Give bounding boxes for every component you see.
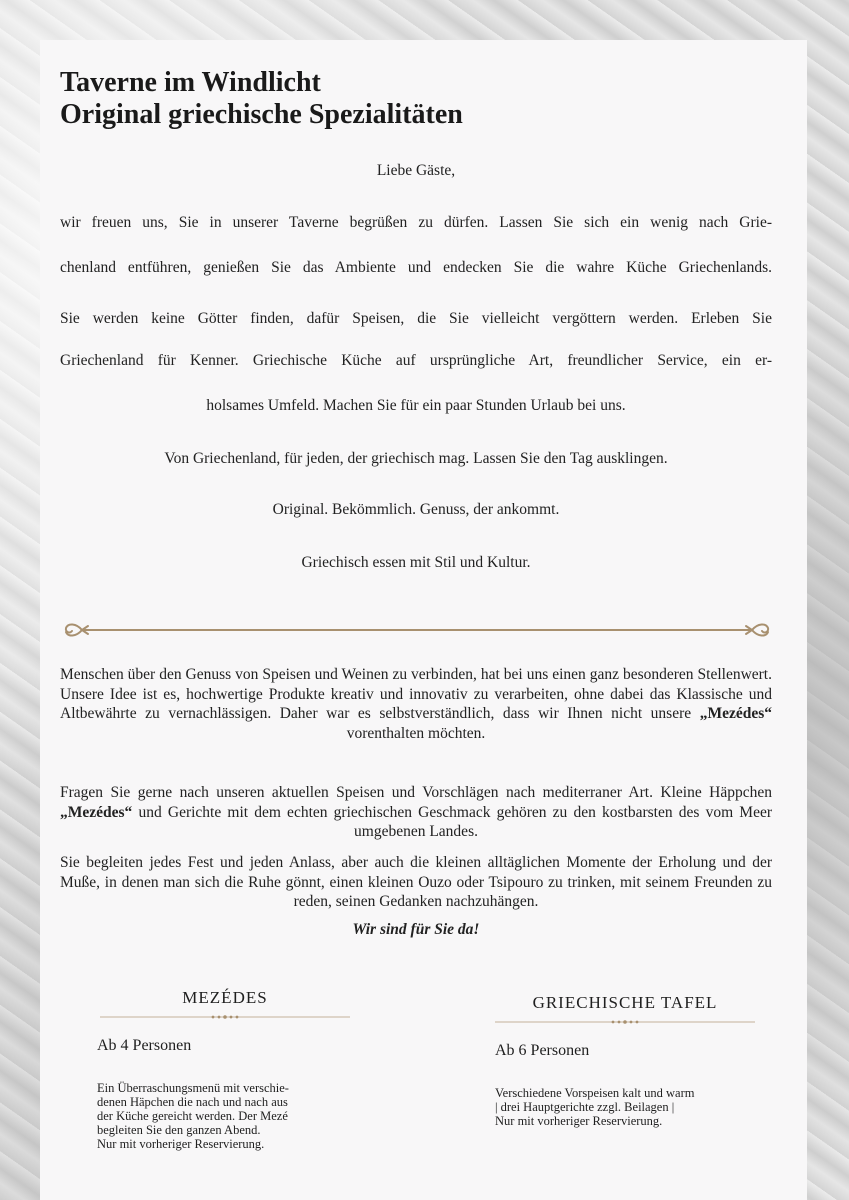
desc-line: der Küche gereicht werden. Der Mezé (97, 1109, 288, 1123)
ornamental-divider (60, 620, 774, 640)
menu-mezedes (97, 987, 350, 1151)
body-paragraph: Sie begleiten jedes Fest und jeden Anlass, aber auch die kleinen alltäglichen Momente der Erholung und der Muße, in denen man sich die Ruhe gönnt, einen kleinen Ouzo oder Tsipouro zu trinken, mit seinem Freunden zu reden, seinen Gedanken nachzuhängen. (60, 854, 772, 910)
intro-line: Griechenland für Kenner. Griechische Küche auf ursprüngliche Art, freundlicher Service, ein er- (60, 352, 772, 369)
heading-rule (495, 1018, 755, 1026)
persons-label: Ab 4 Personen (97, 1037, 192, 1054)
menu-description (97, 1081, 350, 1151)
intro-line: Sie werden keine Götter finden, dafür Speisen, die Sie vielleicht vergöttern werden. Erleben Sie (60, 310, 772, 327)
menu-griechische-tafel (495, 992, 755, 1128)
desc-line: Nur mit vorheriger Reservierung. (97, 1137, 265, 1151)
body-paragraph: Fragen Sie gerne nach unseren aktuellen Speisen und Vorschlägen nach mediterraner Art. Kleine Häppchen „Mezédes“ und Gerichte mit dem echten griechischen Geschmack gehören zu den kostbarsten des vom Meer umgebenen Landes. (60, 784, 772, 840)
intro-line: Von Griechenland, für jeden, der griechisch mag. Lassen Sie den Tag ausklingen. (164, 450, 668, 467)
mezedes-highlight: „Mezédes“ (699, 705, 772, 722)
menu-sheet (40, 40, 807, 1200)
menu-description (495, 1086, 755, 1128)
menu-heading: MEZÉDES (182, 988, 268, 1007)
desc-line: denen Häpchen die nach und nach aus (97, 1095, 288, 1109)
greeting: Liebe Gäste, (376, 162, 456, 179)
menu-heading: GRIECHISCHE TAFEL (532, 993, 718, 1012)
body-paragraph: Menschen über den Genuss von Speisen und Weinen zu verbinden, hat bei uns einen ganz besonderen Stellenwert. Unsere Idee ist es, hochwertige Produkte kreativ und innovativ zu verarbeiten, ohne dabei das Klassische und Altbewährte zu vernachlässigen. Daher war es selbstverständlich, dass wir Ihnen nicht unsere „Mezédes“ vorenthalten möchten. (60, 666, 772, 742)
tagline: Wir sind für Sie da! (352, 921, 480, 938)
desc-line: Verschiedene Vorspeisen kalt und warm (495, 1086, 695, 1100)
title-line-2: Original griechische Spezialitäten (60, 99, 463, 130)
desc-line: begleiten Sie den ganzen Abend. (97, 1123, 261, 1137)
desc-line: | drei Hauptgerichte zzgl. Beilagen | (495, 1100, 675, 1114)
intro-line: chenland entführen, genießen Sie das Ambiente und endecken Sie die wahre Küche Griechenlands. (60, 259, 772, 276)
desc-line: Nur mit vorheriger Reservierung. (495, 1114, 663, 1128)
desc-line: Ein Überraschungsmenü mit verschie- (97, 1081, 289, 1095)
intro-line: Original. Bekömmlich. Genuss, der ankommt. (272, 501, 560, 518)
heading-rule (100, 1013, 350, 1021)
page-title (60, 67, 463, 131)
intro-line: Griechisch essen mit Stil und Kultur. (301, 554, 531, 571)
persons-label: Ab 6 Personen (495, 1042, 590, 1059)
mezedes-highlight: „Mezédes“ (60, 803, 133, 821)
title-line-1: Taverne im Windlicht (60, 67, 321, 98)
intro-line: wir freuen uns, Sie in unserer Taverne begrüßen zu dürfen. Lassen Sie sich ein wenig nach Grie- (60, 214, 772, 231)
intro-line: holsames Umfeld. Machen Sie für ein paar Stunden Urlaub bei uns. (206, 397, 626, 414)
